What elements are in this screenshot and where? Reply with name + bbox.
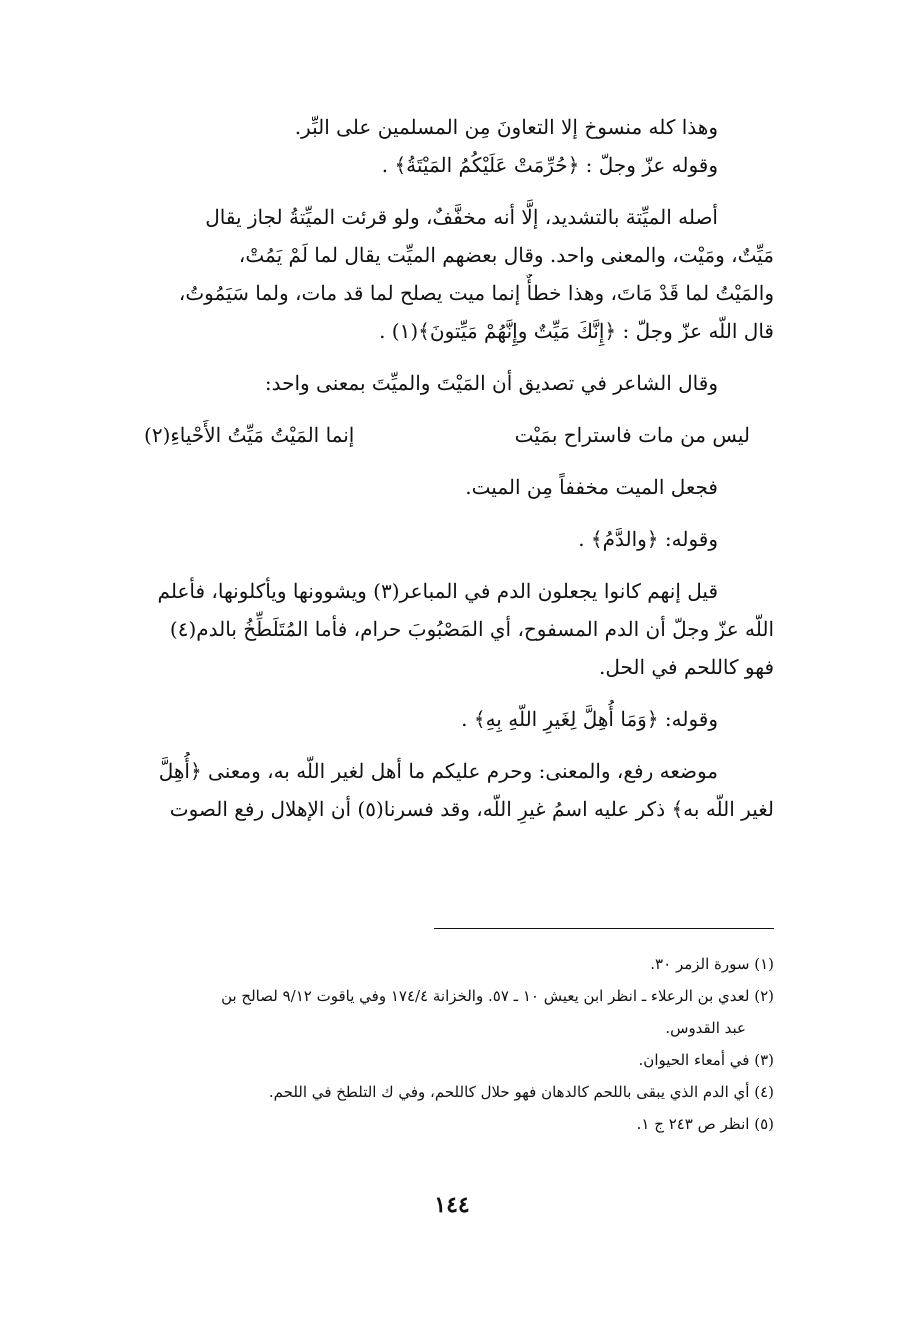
text-line: موضعه رفع، والمعنى: وحرم عليكم ما أهل لغير اللّه به، ومعنى ﴿أُهِلَّ [158, 759, 718, 783]
footnote-continuation: عبد القدوس. [665, 1019, 746, 1037]
text-line: وقال الشاعر في تصديق أن المَيْتَ والميِّتَ بمعنى واحد: [264, 371, 718, 395]
footnote: (٤) أي الدم الذي يبقى باللحم كالدهان فهو حلال كاللحم، وفي ك التلطخ في اللحم. [268, 1083, 774, 1101]
text-line: قيل إنهم كانوا يجعلون الدم في المباعر(٣) ويشوونها ويأكلونها، فأعلم [157, 579, 718, 603]
text-line: فهو كاللحم في الحل. [598, 655, 774, 679]
text-line: فجعل الميت مخففاً مِن الميت. [465, 475, 718, 499]
poetry-verse [124, 416, 774, 454]
footnote-divider [434, 928, 774, 929]
footnotes [94, 948, 774, 1140]
footnote: (٥) انظر ص ٢٤٣ ج ١. [636, 1115, 774, 1133]
text-line: وهذا كله منسوخ إلا التعاونَ مِن المسلمين على البِّر. [294, 115, 718, 139]
text-line: والمَيْتُ لما قَدْ مَاتَ، وهذا خطأٌ إنما ميت يصلح لما قد مات، ولما سَيَمُوتُ، [178, 281, 774, 305]
text-line: اللّه عزّ وجلّ أن الدم المسفوح، أي المَصْبُوبَ حرام، فأما المُتَلَطِّخُ بالدم(٤) [169, 617, 774, 641]
text-line: أصله الميِّتة بالتشديد، إلَّا أنه مخفَّفٌ، ولو قرئت الميِّتةُ لجاز يقال [205, 205, 718, 229]
page-number: ١٤٤ [434, 1192, 470, 1218]
footnote: (١) سورة الزمر ٣٠. [650, 955, 774, 973]
text-line: مَيِّتٌ، ومَيْت، والمعنى واحد. وقال بعضهم الميِّت يقال لما لَمْ يَمُتْ، [238, 243, 774, 267]
footnote: (٢) لعدي بن الرعلاء ـ انظر ابن يعيش ١٠ ـ ٥٧. والخزانة ١٧٤/٤ وفي ياقوت ٩/١٢ لصالح بن [221, 987, 774, 1005]
text-line: وقوله: ﴿والدَّمُ﴾ . [578, 527, 718, 551]
text-line: وقوله عزّ وجلّ : ﴿حُرِّمَتْ عَلَيْكُمُ المَيْتَةُ﴾ . [381, 153, 718, 177]
main-text [124, 108, 774, 828]
footnote: (٣) في أمعاء الحيوان. [638, 1051, 774, 1069]
text-line: لغير اللّه به﴾ ذكر عليه اسمُ غيرِ اللّه، وقد فسرنا(٥) أن الإهلال رفع الصوت [169, 797, 774, 821]
text-line: قال اللّه عزّ وجلّ : ﴿إِنَّكَ مَيِّتٌ وإِنَّهُمْ مَيِّتونَ﴾(١) . [379, 319, 774, 343]
verse-first-hemistich: ليس من مات فاستراح بمَيْت [514, 423, 750, 447]
text-line: وقوله: ﴿وَمَا أُهِلَّ لِغَيرِ اللّهِ بِهِ﴾ . [461, 707, 718, 731]
verse-second-hemistich: إنما المَيْتُ مَيِّتُ الأَحْياءِ(٢) [144, 423, 355, 447]
